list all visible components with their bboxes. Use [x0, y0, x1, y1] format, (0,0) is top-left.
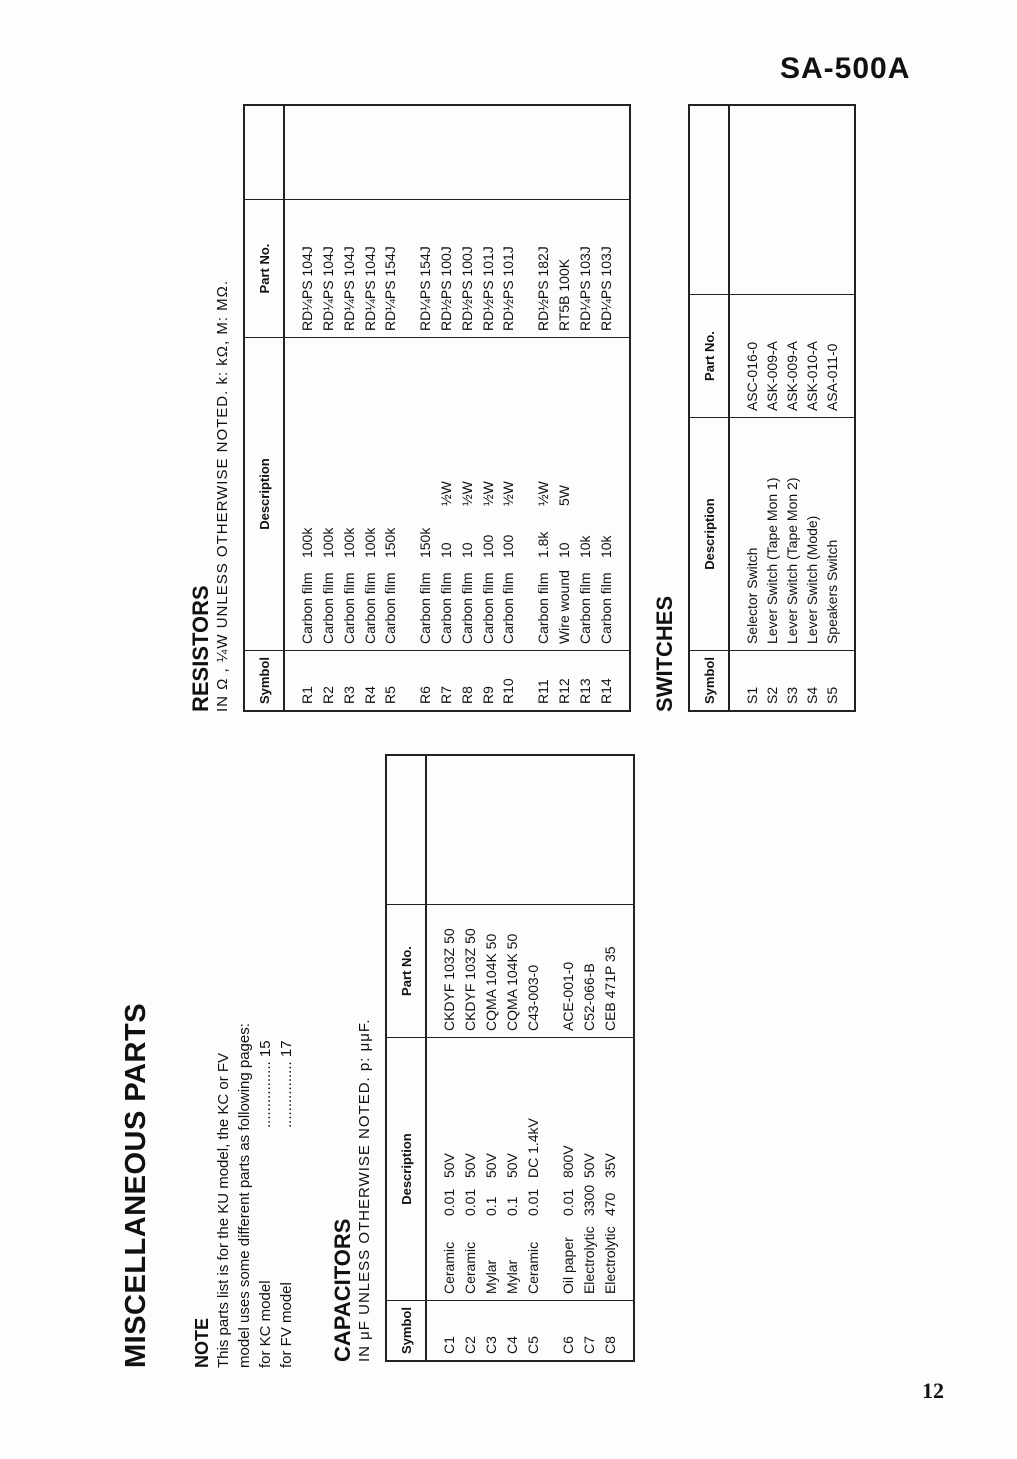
res-symbol: R10	[498, 651, 519, 711]
model-number: SA-500A	[780, 52, 911, 85]
res-part: RD½PS 101J	[498, 200, 519, 338]
switches-table	[688, 104, 856, 712]
sw-description: Lever Switch (Mode)	[802, 418, 822, 651]
table-row	[380, 105, 401, 711]
table-row	[762, 105, 782, 711]
cap-col-symbol: Symbol	[386, 1301, 426, 1361]
res-symbol: R13	[575, 651, 596, 711]
table-row	[284, 105, 318, 711]
res-description: Carbon film100k	[284, 338, 318, 651]
cap-description: Ceramic0.0150V	[426, 1038, 460, 1301]
table-row	[436, 105, 457, 711]
res-part: RD¼PS 154J	[401, 200, 436, 338]
cap-symbol: C2	[460, 1301, 481, 1361]
res-symbol: R5	[380, 651, 401, 711]
res-part: RD¼PS 104J	[318, 200, 339, 338]
sw-symbol: S5	[822, 651, 855, 711]
cap-description: Electrolytic47035V	[600, 1038, 634, 1301]
res-symbol: R11	[519, 651, 554, 711]
res-description: Carbon film150k	[380, 338, 401, 651]
table-row	[457, 105, 478, 711]
cap-col-partno: Part No.	[386, 905, 426, 1038]
cap-symbol: C4	[502, 1301, 523, 1361]
sw-description: Selector Switch	[729, 418, 762, 651]
resistors-table	[243, 104, 631, 712]
resistors-section	[188, 104, 631, 712]
cap-symbol: C8	[600, 1301, 634, 1361]
sw-part: ASK-009-A	[782, 295, 802, 418]
table-row	[544, 755, 579, 1361]
cap-col-blank	[386, 755, 426, 905]
capacitors-table	[385, 754, 635, 1362]
sw-symbol: S1	[729, 651, 762, 711]
table-row	[575, 105, 596, 711]
table-row	[478, 105, 499, 711]
sw-symbol: S2	[762, 651, 782, 711]
switches-section	[652, 104, 856, 712]
res-col-description: Description	[244, 338, 284, 651]
kc-label: for KC model	[257, 1280, 274, 1368]
page-title: MISCELLANEOUS PARTS	[120, 1002, 152, 1368]
cap-description: Electrolytic330050V	[579, 1038, 600, 1301]
table-row	[426, 755, 460, 1361]
note-kc-line: for KC model................ 15	[257, 1040, 274, 1368]
res-part: RT5B 100K	[554, 200, 575, 338]
res-part: RD¼PS 154J	[380, 200, 401, 338]
capacitors-heading: CAPACITORS	[330, 1218, 355, 1362]
sw-symbol: S3	[782, 651, 802, 711]
table-row	[802, 105, 822, 711]
cap-part: CKDYF 103Z 50	[426, 905, 460, 1038]
res-symbol: R7	[436, 651, 457, 711]
cap-symbol: C7	[579, 1301, 600, 1361]
sw-part: ASK-010-A	[802, 295, 822, 418]
cap-part: C52-066-B	[579, 905, 600, 1038]
cap-part: CQMA 104K 50	[502, 905, 523, 1038]
res-part: RD¼PS 104J	[360, 200, 381, 338]
table-row	[318, 105, 339, 711]
table-row	[596, 105, 630, 711]
table-row	[579, 755, 600, 1361]
res-symbol: R6	[401, 651, 436, 711]
res-part: RD½PS 101J	[478, 200, 499, 338]
res-description: Carbon film1.8k½W	[519, 338, 554, 651]
res-part: RD¼PS 103J	[596, 200, 630, 338]
cap-part: C43-003-0	[523, 905, 544, 1038]
sw-part: ASK-009-A	[762, 295, 782, 418]
cap-description: Mylar0.150V	[502, 1038, 523, 1301]
res-part: RD½PS 100J	[436, 200, 457, 338]
resistors-subtitle: IN Ω , ¼W UNLESS OTHERWISE NOTED. k: kΩ, M: MΩ.	[214, 279, 231, 712]
cap-description: Oil paper0.01800V	[544, 1038, 579, 1301]
table-row	[502, 755, 523, 1361]
res-col-blank	[244, 105, 284, 200]
kc-page: 15	[257, 1040, 274, 1058]
res-description: Carbon film10k	[596, 338, 630, 651]
cap-part: CQMA 104K 50	[481, 905, 502, 1038]
res-symbol: R12	[554, 651, 575, 711]
cap-symbol: C6	[544, 1301, 579, 1361]
table-row	[460, 755, 481, 1361]
res-part: RD¼PS 104J	[284, 200, 318, 338]
table-row	[729, 105, 762, 711]
table-row	[554, 105, 575, 711]
cap-col-description: Description	[386, 1038, 426, 1301]
res-description: Carbon film100k	[339, 338, 360, 651]
res-description: Carbon film10½W	[436, 338, 457, 651]
cap-description: Ceramic0.0150V	[460, 1038, 481, 1301]
cap-description: Mylar0.150V	[481, 1038, 502, 1301]
note-line-1: This parts list is for the KU model, the KC or FV	[215, 1052, 232, 1368]
res-part: RD½PS 182J	[519, 200, 554, 338]
fv-label: for FV model	[278, 1282, 295, 1368]
sw-col-description: Description	[689, 418, 729, 651]
res-description: Carbon film100k	[360, 338, 381, 651]
table-row	[401, 105, 436, 711]
cap-part: ACE-001-0	[544, 905, 579, 1038]
res-col-partno: Part No.	[244, 200, 284, 338]
note-fv-line: for FV model................ 17	[278, 1040, 295, 1368]
table-row	[600, 755, 634, 1361]
table-row	[782, 105, 802, 711]
sw-col-symbol: Symbol	[689, 651, 729, 711]
res-description: Carbon film10½W	[457, 338, 478, 651]
res-description: Carbon film100½W	[478, 338, 499, 651]
table-row	[498, 105, 519, 711]
resistors-heading: RESISTORS	[188, 585, 213, 712]
res-part: RD¼PS 103J	[575, 200, 596, 338]
sw-part: ASA-011-0	[822, 295, 855, 418]
cap-symbol: C1	[426, 1301, 460, 1361]
res-part: RD¼PS 104J	[339, 200, 360, 338]
sw-col-partno: Part No.	[689, 295, 729, 418]
res-symbol: R8	[457, 651, 478, 711]
capacitors-subtitle: IN μF UNLESS OTHERWISE NOTED. p: μμF.	[356, 1018, 373, 1362]
res-part: RD½PS 100J	[457, 200, 478, 338]
table-row	[339, 105, 360, 711]
res-symbol: R1	[284, 651, 318, 711]
res-symbol: R14	[596, 651, 630, 711]
cap-symbol: C3	[481, 1301, 502, 1361]
res-symbol: R4	[360, 651, 381, 711]
sw-description: Speakers Switch	[822, 418, 855, 651]
table-row	[523, 755, 544, 1361]
res-description: Carbon film100k	[318, 338, 339, 651]
sw-col-blank	[689, 105, 729, 295]
table-row	[519, 105, 554, 711]
table-row	[360, 105, 381, 711]
note-line-2: model uses some different parts as following pages:	[236, 1023, 253, 1368]
res-symbol: R3	[339, 651, 360, 711]
note-section	[192, 1023, 297, 1368]
cap-description: Ceramic0.01DC 1.4kV	[523, 1038, 544, 1301]
res-description: Carbon film100½W	[498, 338, 519, 651]
capacitors-section	[330, 754, 635, 1362]
res-description: Carbon film150k	[401, 338, 436, 651]
fv-page: 17	[278, 1040, 295, 1058]
res-symbol: R2	[318, 651, 339, 711]
note-heading: NOTE	[192, 1317, 212, 1368]
page-title-block	[120, 1003, 153, 1368]
switches-heading: SWITCHES	[652, 595, 677, 712]
cap-part: CKDYF 103Z 50	[460, 905, 481, 1038]
res-description: Carbon film10k	[575, 338, 596, 651]
page-number: 12	[922, 1378, 944, 1403]
sw-symbol: S4	[802, 651, 822, 711]
res-col-symbol: Symbol	[244, 651, 284, 711]
sw-description: Lever Switch (Tape Mon 2)	[782, 418, 802, 651]
cap-symbol: C5	[523, 1301, 544, 1361]
table-row	[481, 755, 502, 1361]
res-description: Wire wound105W	[554, 338, 575, 651]
sw-description: Lever Switch (Tape Mon 1)	[762, 418, 782, 651]
cap-part: CEB 471P 35	[600, 905, 634, 1038]
res-symbol: R9	[478, 651, 499, 711]
sw-part: ASC-016-0	[729, 295, 762, 418]
table-row	[822, 105, 855, 711]
